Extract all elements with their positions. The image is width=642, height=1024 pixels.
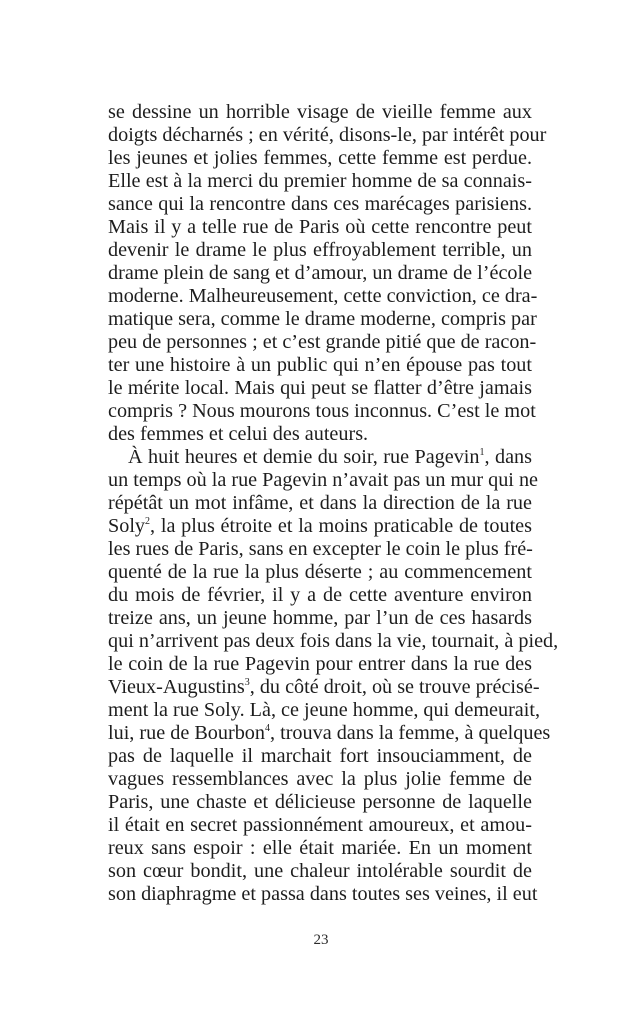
text-line: quenté de la rue la plus déserte ; au commencement: [108, 561, 532, 583]
text-line: doigts décharnés ; en vérité, disons-le, par intérêt pour: [108, 124, 547, 146]
text-line: compris ? Nous mourons tous inconnus. C’est le mot: [108, 400, 536, 422]
text-line: qui n’arrivent pas deux fois dans la vie, tournait, à pied,: [108, 630, 559, 652]
footnote-marker: 1: [479, 447, 485, 458]
text-line: se dessine un horrible visage de vieille femme aux: [108, 101, 532, 123]
text-line: vagues ressemblances avec la plus jolie femme de: [108, 768, 532, 790]
footnote-marker: 3: [244, 677, 250, 688]
text-line: peu de personnes ; et c’est grande pitié que de racon-: [108, 331, 537, 353]
text-line: Mais il y a telle rue de Paris où cette rencontre peut: [108, 216, 532, 238]
text-line: il était en secret passionnément amoureux, et amou-: [108, 814, 532, 836]
text-line: les jeunes et jolies femmes, cette femme est perdue.: [108, 147, 532, 169]
text-line: les rues de Paris, sans en excepter le coin le plus fré-: [108, 538, 533, 560]
text-line: reux sans espoir : elle était mariée. En un moment: [108, 837, 532, 859]
text-line: treize ans, un jeune homme, par l’un de ces hasards: [108, 607, 532, 629]
text-line: ment la rue Soly. Là, ce jeune homme, qui demeurait,: [108, 699, 541, 721]
paragraph-end-line: des femmes et celui des auteurs.: [108, 423, 369, 445]
paragraph-start-line: À huit heures et demie du soir, rue Pagevin$^1$, dans: [128, 446, 532, 468]
text-line: drame plein de sang et d’amour, un drame de l’école: [108, 262, 533, 284]
text-line: matique sera, comme le drame moderne, compris par: [108, 308, 537, 330]
text-line: le mérite local. Mais qui peut se flatter d’être jamais: [108, 377, 532, 399]
page-number: 23: [313, 932, 329, 948]
text-line: sance qui la rencontre dans ces marécages parisiens.: [108, 193, 532, 215]
text-line: ter une histoire à un public qui n’en épouse pas tout: [108, 354, 532, 376]
footnote-marker: 4: [265, 723, 270, 734]
text-line: un temps où la rue Pagevin n’avait pas un mur qui ne: [108, 469, 539, 491]
text-line: Elle est à la merci du premier homme de sa connais-: [108, 170, 532, 192]
text-line: son cœur bondit, une chaleur intolérable sourdit de: [108, 860, 532, 882]
text-line: du mois de février, il y a de cette aventure environ: [108, 584, 532, 606]
text-line: Vieux-Augustins$^3$, du côté droit, où se trouve précisé-: [108, 676, 540, 698]
body-text: [108, 101, 559, 906]
text-line: pas de laquelle il marchait fort insouciamment, de: [108, 745, 532, 767]
text-line: moderne. Malheureusement, cette conviction, ce dra-: [108, 285, 538, 307]
text-line: le coin de la rue Pagevin pour entrer dans la rue des: [108, 653, 532, 675]
text-line: devenir le drame le plus effroyablement terrible, un: [108, 239, 532, 261]
text-line: lui, rue de Bourbon$^4$, trouva dans la femme, à quelques: [108, 722, 551, 744]
text-line: son diaphragme et passa dans toutes ses veines, il eut: [108, 883, 538, 905]
text-line: Paris, une chaste et délicieuse personne de laquelle: [108, 791, 532, 813]
footnote-marker: 2: [145, 516, 151, 527]
text-line: Soly$^2$, la plus étroite et la moins praticable de toutes: [108, 515, 532, 537]
text-line: répétât un mot infâme, et dans la direction de la rue: [108, 492, 532, 514]
